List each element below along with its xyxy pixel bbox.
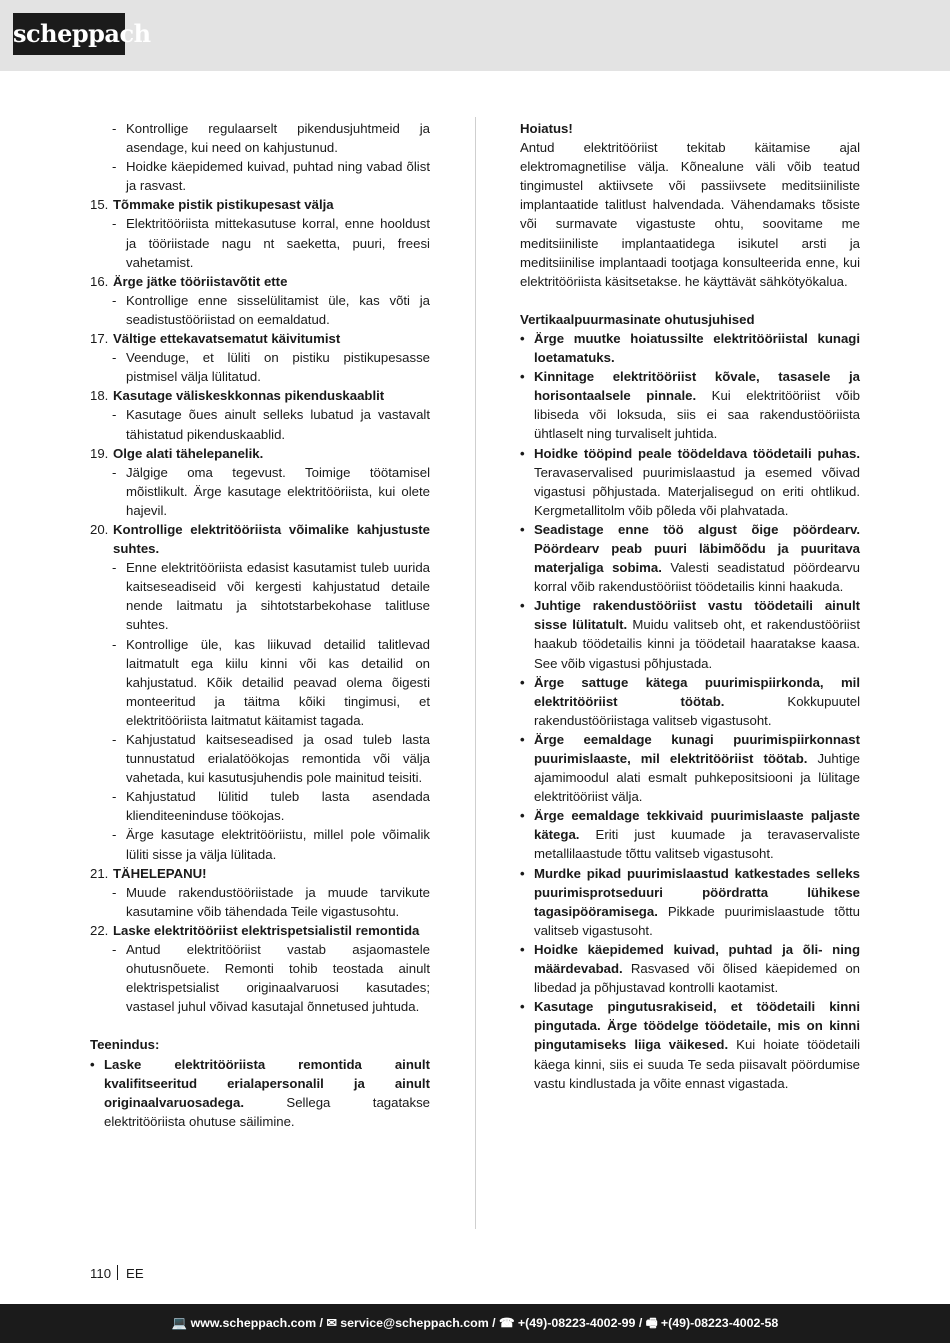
drill-safety-heading: Vertikaalpuurmasinate ohutusjuhised [520, 311, 755, 327]
left-column [90, 119, 430, 1131]
list-item-number: 20. [90, 521, 109, 537]
list-item-title: TÄHELEPANU! [113, 865, 207, 881]
list-item-title: Tõmmake pistik pistikupesast välja [113, 197, 334, 213]
list-item-number: 15. [90, 197, 109, 213]
list-item-heading [90, 444, 430, 463]
list-item-heading [90, 864, 430, 883]
list-item-heading [90, 329, 430, 348]
list-item-title: Kasutage väliskeskkonnas pikenduskaablit [113, 388, 385, 404]
list-item-heading [90, 386, 430, 405]
safety-bullet: • Ärge eemaldage tekkivaid puurimislaaste paljaste kätega. Eriti just kuumade ja teravaservaliste metallilaastude tõttu valitseb vigastusoht. [520, 808, 860, 862]
list-item-title: Kontrollige elektritööriista võimalike kahjustuste suhtes. [113, 521, 430, 557]
list-subitem: - Kontrollige regulaarselt pikendusjuhtmeid ja asendage, kui need on kahjustunud. [112, 121, 430, 156]
list-item-number: 18. [90, 388, 109, 404]
list-subitem: - Kontrollige üle, kas liikuvad detailid talitlevad laitmatult ega kiilu kinni või kas detailid on kahjustatud. Kõik detailid peavad olema õigesti monteeritud ja täitma kõiki tingimusi, et elektritööriista laitmatut käitamist tagada. [112, 636, 430, 728]
list-subitem: - Jälgige oma tegevust. Toimige töötamisel mõistlikult. Ärge kasutage elektritööriista, kui olete hajevil. [112, 464, 430, 518]
list-subitem: - Ärge kasutage elektritööriistu, millel pole võimalik lüliti sisse ja välja lülitada. [112, 827, 430, 862]
safety-bullet: • Ärge eemaldage kunagi puurimispiirkonnast puurimislaaste, mil elektritööriist töötab. Juhtige ajamimoodul alati esmalt puhkepositsiooni ja lülitage elektritööriist välja. [520, 731, 860, 805]
list-item-title: Olge alati tähelepanelik. [113, 445, 264, 461]
service-bullet: • Laske elektritööriista remontida ainult kvalifitseeritud erialapersonalil ja ainult originaalvaruosadega. Sellega tagatakse elektritööriista ohutuse säilimine. [90, 1056, 430, 1129]
page-number: 110 [90, 1266, 112, 1281]
safety-bullet: • Ärge sattuge kätega puurimispiirkonda, mil elektritööriist töötab. Kokkupuutel rakendustööriistaga valitseb vigastusoht. [520, 674, 860, 728]
list-item-title: Ärge jätke tööriistavõtit ette [113, 273, 288, 289]
list-item-number: 17. [90, 331, 109, 347]
list-item-heading [90, 272, 430, 291]
header-bar [0, 0, 950, 71]
list-item-number: 22. [90, 922, 109, 938]
contact-info: 💻 www.scheppach.com / ✉ service@scheppach.com / ☎ +(49)-08223-4002-99 / 🖷 +(49)-08223-4002-58 [171, 1316, 779, 1330]
list-item-title: Laske elektritööriist elektrispetsialistil remontida [113, 922, 420, 938]
list-subitem: - Veenduge, et lüliti on pistiku pistikupesasse pistmisel välja lülitatud. [112, 350, 430, 385]
page-footer [90, 1265, 144, 1282]
list-subitem: - Kahjustatud kaitseseadised ja osad tuleb lasta tunnustatud erialatöökojas remontida või välja vahetada, kui kasutusjuhendis pole mainitud teisiti. [112, 732, 430, 786]
list-item-heading [90, 195, 430, 214]
safety-bullet: • Juhtige rakendustööriist vastu töödetaili ainult sisse lülitatult. Muidu valitseb oht, et rakendustööriist haakub töödetailis kinni ja töödetail haaratakse kaasa. See võib vigastusi põhjustada. [520, 598, 860, 671]
list-subitem: - Kahjustatud lülitid tuleb lasta asendada klienditeeninduse töökojas. [112, 789, 430, 824]
safety-bullet: • Kasutage pingutusrakiseid, et töödetaili kinni pingutada. Ärge töödelge töödetaile, mis on kinni pingutamiseks liiga väikesed. Kui hoiate töödetaili käega kinni, siis ei suuda Te seda piisavalt pöördumise vastu kindlustada ja võite ennast vigastada. [520, 999, 860, 1091]
list-item-number: 21. [90, 865, 109, 881]
list-subitem: - Elektritööriista mittekasutuse korral, enne hooldust ja tööriistade nagu nt saeketta, puuri, freesi vahetamist. [112, 216, 430, 270]
safety-bullet: • Ärge muutke hoiatussilte elektritööriistal kunagi loetamatuks. [520, 330, 860, 366]
right-column [520, 119, 860, 1093]
list-subitem: - Enne elektritööriista edasist kasutamist tuleb uurida kaitseseadiseid või kergesti kahjustatud detaile nende laitmatu ja sihtotstarbekohase talitluse suhtes. [112, 560, 430, 633]
list-subitem: - Kontrollige enne sisselülitamist üle, kas võti ja seadistustööriistad on eemaldatud. [112, 292, 430, 327]
numbered-list [90, 195, 430, 1016]
list-item-heading [90, 921, 430, 940]
list-item-heading [90, 520, 430, 558]
safety-bullet: • Seadistage enne töö algust õige pöördearv. Pöördearv peab puuri läbimõõdu ja puuritava materjaliga sobima. Valesti seadistatud pöördearvu korral võib rakendustööriist töödetailis kinni haakuda. [520, 521, 860, 595]
warning-heading: Hoiatus! [520, 121, 573, 136]
safety-bullet: • Kinnitage elektritööriist kõvale, tasasele ja horisontaalsele pinnale. Kui elektritööriist võib libiseda või loksuda, siis ei saa rakendustööriista ühtlaselt ning turvaliselt juhtida. [520, 369, 860, 442]
list-subitem: - Hoidke käepidemed kuivad, puhtad ning vabad õlist ja rasvast. [112, 159, 430, 194]
contact-bar [0, 1304, 950, 1343]
language-code: EE [126, 1266, 144, 1281]
warning-text: Antud elektritööriist tekitab käitamise ajal elektromagnetilise välja. Kõnealune väli võib teatud tingimustel aktiivsete või passiivsete meditsiiniliste implantaatide talitlust halvendada. Vähendamaks tõsiste või surmavate vigastuste ohtu, soovitame me meditsiiniliste implantaatidega isikutel arsti ja meditsiinilise implantaadi tootjaga konsulteerida enne, kui elektritööriista käsitsetakse. he käyttävät sähkötyökalua. [520, 140, 860, 289]
column-divider [475, 117, 476, 1229]
safety-bullet: • Murdke pikad puurimislaastud katkestades selleks puurimisprotseduuri pöördratta lühikese tagasipööramisega. Pikkade puurimislaastude tõttu valitseb vigastusoht. [520, 865, 860, 938]
scheppach-logo: scheppach [13, 13, 125, 55]
list-subitem: - Antud elektritööriist vastab asjaomastele ohutusnõuete. Remonti tohib teostada ainult elektrispetsialist originaalvaruosi kasutades; vastasel juhul võivad kasutajal õnnetused juhtuda. [112, 942, 430, 1015]
list-item-number: 16. [90, 273, 109, 289]
safety-bullet: • Hoidke käepidemed kuivad, puhtad ja õli- ning määrdevabad. Rasvased või õlised käepidemed on libedad ja põhjustavad kontrolli kaotamist. [520, 941, 860, 996]
safety-bullet: • Hoidke tööpind peale töödeldava töödetaili puhas. Teravaservalised puurimislaastud ja esemed võivad vigastusi põhjustada. Materjalisegud on eriti ohtlikud. Kergmetallitolm võib põleda või plahvatada. [520, 445, 860, 518]
service-heading: Teenindus: [90, 1037, 160, 1053]
list-subitem: - Muude rakendustööriistade ja muude tarvikute kasutamine võib tähendada Teile vigastusohtu. [112, 884, 430, 919]
list-item-title: Vältige ettekavatsematut käivitumist [113, 331, 341, 347]
list-item-number: 19. [90, 445, 109, 461]
list-subitem: - Kasutage õues ainult selleks lubatud ja vastavalt tähistatud pikenduskaablid. [112, 407, 430, 442]
bullet-list [520, 329, 860, 1093]
